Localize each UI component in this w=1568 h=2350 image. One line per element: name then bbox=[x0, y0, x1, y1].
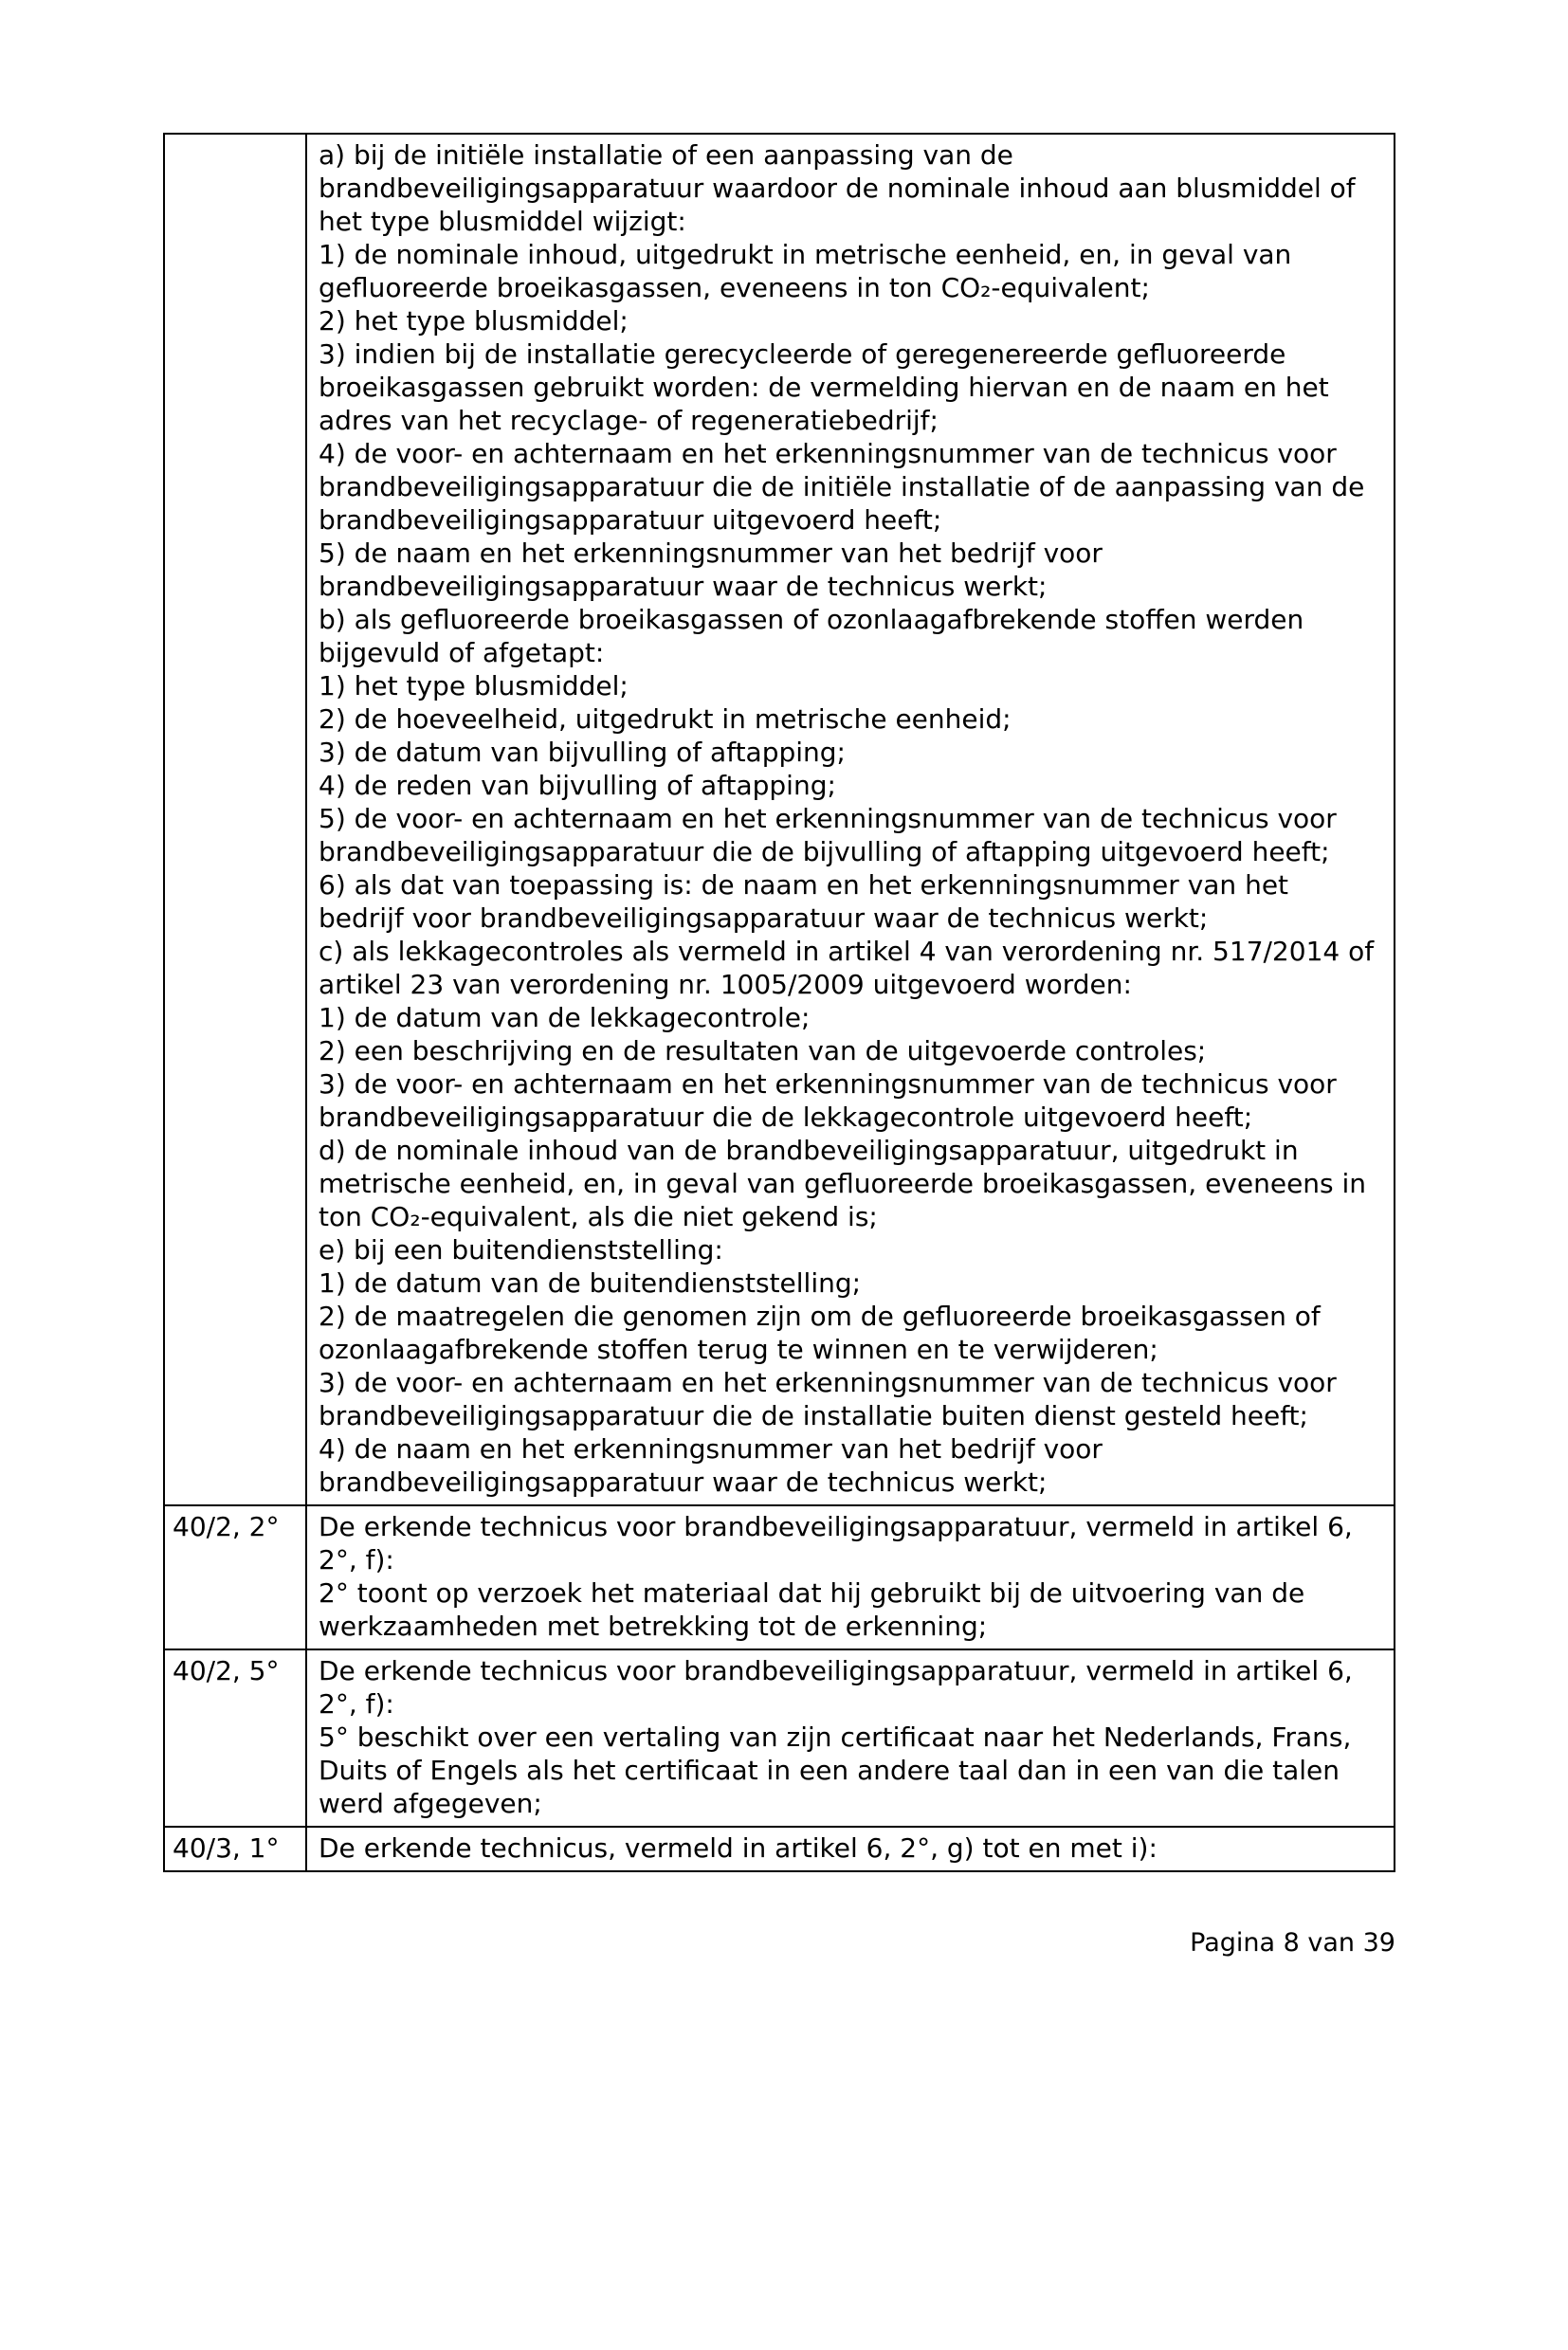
table-row bbox=[165, 135, 1394, 1506]
content-item: 6) als dat van toepassing is: de naam en het erkenningsnummer van het bedrijf voor brandbeveiligingsapparatuur waar de technicus werkt; bbox=[319, 869, 1289, 934]
content-item: De erkende technicus, vermeld in artikel 6, 2°, g) tot en met i): bbox=[319, 1832, 1158, 1864]
article-content bbox=[307, 1828, 1394, 1870]
article-content bbox=[307, 1506, 1394, 1649]
article-ref bbox=[165, 135, 307, 1504]
content-item: 5) de naam en het erkenningsnummer van het bedrijf voor brandbeveiligingsapparatuur waar de technicus werkt; bbox=[319, 537, 1103, 602]
content-item: d) de nominale inhoud van de brandbeveiligingsapparatuur, uitgedrukt in metrische eenheid, en, in geval van gefluoreerde broeikasgassen, eveneens in ton CO₂-equivalent, als die niet gekend is; bbox=[319, 1135, 1367, 1232]
content-item: 1) het type blusmiddel; bbox=[319, 670, 629, 701]
content-item: 2) een beschrijving en de resultaten van de uitgevoerde controles; bbox=[319, 1035, 1207, 1066]
article-content bbox=[307, 1650, 1394, 1826]
content-item: 5° beschikt over een vertaling van zijn certificaat naar het Nederlands, Frans, Duits of Engels als het certificaat in een andere taal dan in een van die talen werd afgegeven; bbox=[319, 1722, 1352, 1819]
content-item: 4) de naam en het erkenningsnummer van het bedrijf voor brandbeveiligingsapparatuur waar de technicus werkt; bbox=[319, 1433, 1103, 1498]
content-item: e) bij een buitendienststelling: bbox=[319, 1234, 723, 1266]
content-item: 5) de voor- en achternaam en het erkenningsnummer van de technicus voor brandbeveiligingsapparatuur die de bijvulling of aftapping uitgevoerd heeft; bbox=[319, 803, 1337, 867]
content-item: De erkende technicus voor brandbeveiligingsapparatuur, vermeld in artikel 6, 2°, f): bbox=[319, 1655, 1353, 1720]
content-item: 2) het type blusmiddel; bbox=[319, 305, 629, 337]
content-item: 2) de hoeveelheid, uitgedrukt in metrische eenheid; bbox=[319, 703, 1012, 735]
document-page bbox=[0, 133, 1568, 2350]
content-item: b) als gefluoreerde broeikasgassen of ozonlaagafbrekende stoffen werden bijgevuld of afgetapt: bbox=[319, 604, 1304, 668]
rules-table bbox=[163, 133, 1395, 1872]
page-number-footer: Pagina 8 van 39 bbox=[1190, 1928, 1395, 1958]
content-item: 3) de voor- en achternaam en het erkenningsnummer van de technicus voor brandbeveiligingsapparatuur die de installatie buiten dienst gesteld heeft; bbox=[319, 1367, 1337, 1431]
article-ref: 40/2, 2° bbox=[165, 1506, 307, 1649]
article-content bbox=[307, 135, 1394, 1504]
article-ref: 40/3, 1° bbox=[165, 1828, 307, 1870]
content-item: 3) de datum van bijvulling of aftapping; bbox=[319, 737, 846, 768]
content-item: 2° toont op verzoek het materiaal dat hij gebruikt bij de uitvoering van de werkzaamheden met betrekking tot de erkenning; bbox=[319, 1577, 1305, 1642]
content-item: De erkende technicus voor brandbeveiligingsapparatuur, vermeld in artikel 6, 2°, f): bbox=[319, 1511, 1353, 1576]
content-item: 1) de nominale inhoud, uitgedrukt in metrische eenheid, en, in geval van gefluoreerde broeikasgassen, eveneens in ton CO₂-equivalent; bbox=[319, 239, 1292, 303]
content-item: a) bij de initiële installatie of een aanpassing van de brandbeveiligingsapparatuur waardoor de nominale inhoud aan blusmiddel of het type blusmiddel wijzigt: bbox=[319, 139, 1356, 237]
content-item: 1) de datum van de lekkagecontrole; bbox=[319, 1002, 811, 1033]
table-row bbox=[165, 1828, 1394, 1870]
table-row bbox=[165, 1506, 1394, 1650]
content-item: c) als lekkagecontroles als vermeld in artikel 4 van verordening nr. 517/2014 of artikel 23 van verordening nr. 1005/2009 uitgevoerd worden: bbox=[319, 936, 1375, 1000]
article-ref: 40/2, 5° bbox=[165, 1650, 307, 1826]
table-row bbox=[165, 1650, 1394, 1828]
content-item: 2) de maatregelen die genomen zijn om de gefluoreerde broeikasgassen of ozonlaagafbrekende stoffen terug te winnen en te verwijderen; bbox=[319, 1301, 1321, 1365]
content-item: 3) de voor- en achternaam en het erkenningsnummer van de technicus voor brandbeveiligingsapparatuur die de lekkagecontrole uitgevoerd heeft; bbox=[319, 1068, 1337, 1133]
content-item: 3) indien bij de installatie gerecycleerde of geregenereerde gefluoreerde broeikasgassen gebruikt worden: de vermelding hiervan en de naam en het adres van het recyclage- of regeneratiebedrijf; bbox=[319, 338, 1329, 436]
content-item: 1) de datum van de buitendienststelling; bbox=[319, 1267, 862, 1299]
content-item: 4) de voor- en achternaam en het erkenningsnummer van de technicus voor brandbeveiligingsapparatuur die de initiële installatie of de aanpassing van de brandbeveiligingsapparatuur uitgevoerd heeft; bbox=[319, 438, 1365, 536]
content-item: 4) de reden van bijvulling of aftapping; bbox=[319, 770, 836, 801]
